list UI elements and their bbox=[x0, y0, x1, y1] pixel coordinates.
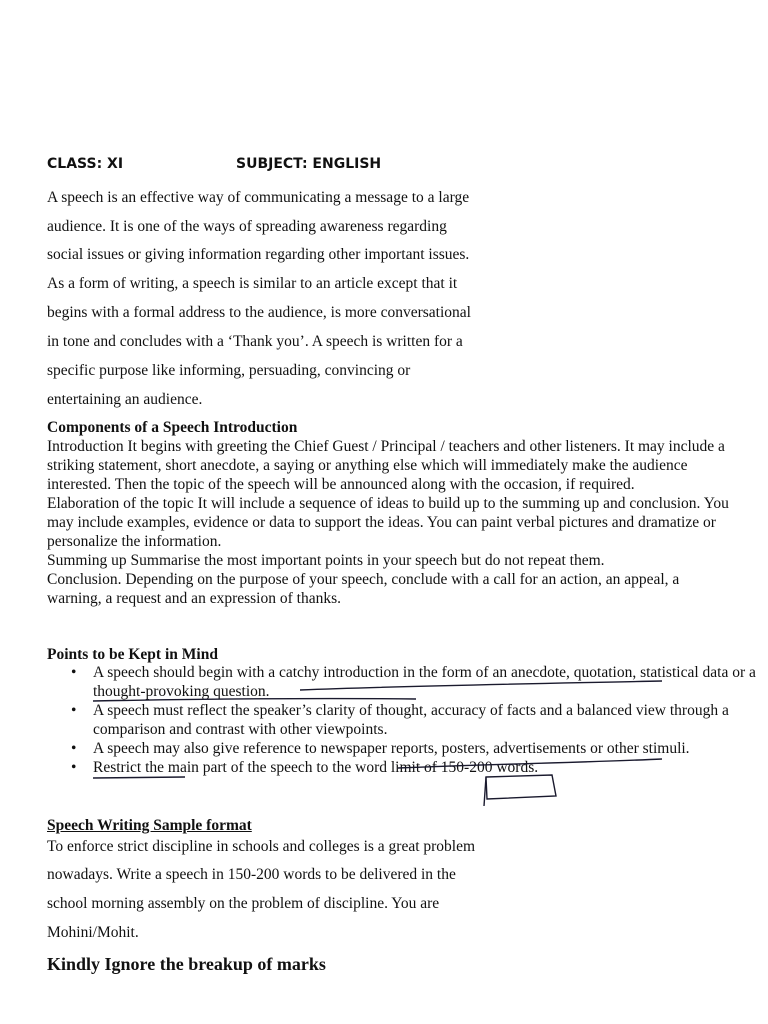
document-header bbox=[47, 156, 382, 172]
intro-line: As a form of writing, a speech is similar to an article except that it bbox=[47, 275, 458, 292]
list-item: • A speech should begin with a catchy introduction in the form of an anecdote, quotation, statistical data or a thought-provoking question. bbox=[93, 663, 768, 701]
points-heading: Points to be Kept in Mind bbox=[47, 646, 218, 663]
circle-annotation bbox=[486, 775, 556, 799]
components-section bbox=[47, 418, 737, 608]
component-conclusion: Conclusion. Depending on the purpose of your speech, conclude with a call for an action, an appeal, a warning, a request and an expression of thanks. bbox=[47, 571, 680, 607]
list-item: • Restrict the main part of the speech to the word limit of 150-200 words. bbox=[93, 758, 768, 777]
sample-line: Mohini/Mohit. bbox=[47, 924, 139, 941]
component-elaboration: Elaboration of the topic It will include a sequence of ideas to build up to the summing up and conclusion. You may include examples, evidence or data to support the ideas. You can paint verbal pictures and dramatize or personalize the information. bbox=[47, 495, 729, 550]
points-heading-wrap bbox=[47, 645, 737, 664]
intro-line: audience. It is one of the ways of spreading awareness regarding bbox=[47, 218, 447, 235]
components-heading: Components of a Speech Introduction bbox=[47, 419, 298, 436]
intro-line: A speech is an effective way of communicating a message to a large bbox=[47, 189, 470, 206]
subject-label: SUBJECT: ENGLISH bbox=[236, 156, 382, 172]
underline-annotation bbox=[93, 777, 185, 778]
intro-line: specific purpose like informing, persuading, convincing or bbox=[47, 362, 411, 379]
component-introduction: Introduction It begins with greeting the Chief Guest / Principal / teachers and other listeners. It may include a striking statement, short anecdote, a saying or anything else which will immediately make the audience interested. Then the topic of the speech will be announced along with the occasion, if required. bbox=[47, 438, 725, 493]
points-list bbox=[47, 663, 768, 777]
component-summing-up: Summing up Summarise the most important points in your speech but do not repeat them. bbox=[47, 552, 605, 569]
intro-line: in tone and concludes with a ‘Thank you’. A speech is written for a bbox=[47, 333, 463, 350]
class-label: CLASS: XI bbox=[47, 156, 124, 172]
intro-line: begins with a formal address to the audience, is more conversational bbox=[47, 304, 471, 321]
intro-line: social issues or giving information regarding other important issues. bbox=[47, 246, 470, 263]
sample-line: To enforce strict discipline in schools and colleges is a great problem bbox=[47, 838, 476, 855]
list-item: • A speech may also give reference to newspaper reports, posters, advertisements or other stimuli. bbox=[93, 739, 768, 758]
arrow-annotation bbox=[484, 777, 486, 806]
sample-line: school morning assembly on the problem of discipline. You are bbox=[47, 895, 440, 912]
intro-line: entertaining an audience. bbox=[47, 391, 203, 408]
sample-heading-wrap bbox=[47, 816, 737, 835]
sample-heading: Speech Writing Sample format bbox=[47, 817, 252, 834]
sample-line: nowadays. Write a speech in 150-200 words to be delivered in the bbox=[47, 866, 456, 883]
footer-note: Kindly Ignore the breakup of marks bbox=[47, 954, 326, 974]
list-item: • A speech must reflect the speaker’s clarity of thought, accuracy of facts and a balanced view through a comparison and contrast with other viewpoints. bbox=[93, 701, 768, 739]
